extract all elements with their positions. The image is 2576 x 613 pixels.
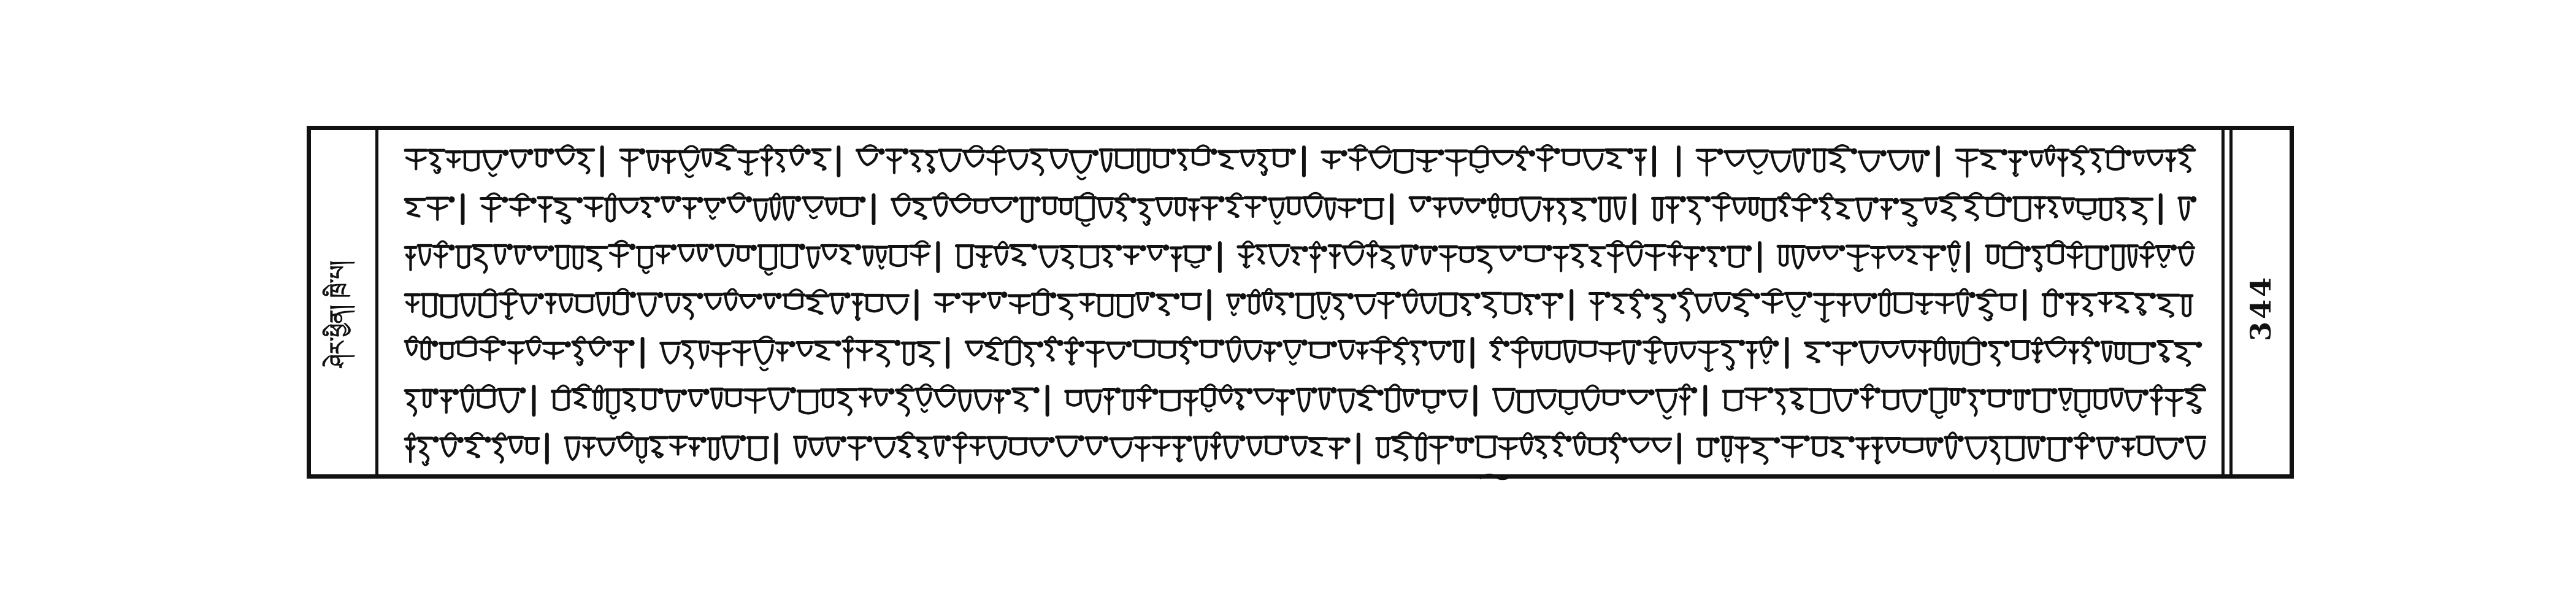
text-line-6 [397, 380, 2206, 420]
text-line-5-glyphs [397, 333, 2206, 372]
text-line-3-glyphs [397, 237, 2206, 276]
text-line-7-glyphs [397, 428, 2206, 468]
text-line-3 [397, 237, 2206, 276]
margin-title [322, 204, 365, 425]
bottom-blot [1476, 471, 1513, 483]
text-line-2-glyphs [397, 189, 2206, 228]
text-line-5 [397, 333, 2206, 372]
folio-number [2239, 222, 2282, 394]
text-line-4-glyphs [397, 285, 2206, 324]
text-line-6-glyphs [397, 380, 2206, 420]
text-line-1-glyphs [397, 141, 2206, 180]
text-block [378, 130, 2225, 474]
folio-frame [307, 126, 2294, 479]
left-margin [311, 130, 378, 474]
margin-title-text: ཤེར་ཕྱིན། ཁྲི་པ། [326, 261, 351, 368]
folio-number-text: 344 [2244, 274, 2277, 342]
text-line-4 [397, 285, 2206, 324]
text-line-1 [397, 141, 2206, 180]
text-line-2 [397, 189, 2206, 228]
right-margin-rule [2229, 130, 2233, 474]
right-margin [2221, 130, 2290, 474]
text-line-7 [397, 428, 2206, 468]
